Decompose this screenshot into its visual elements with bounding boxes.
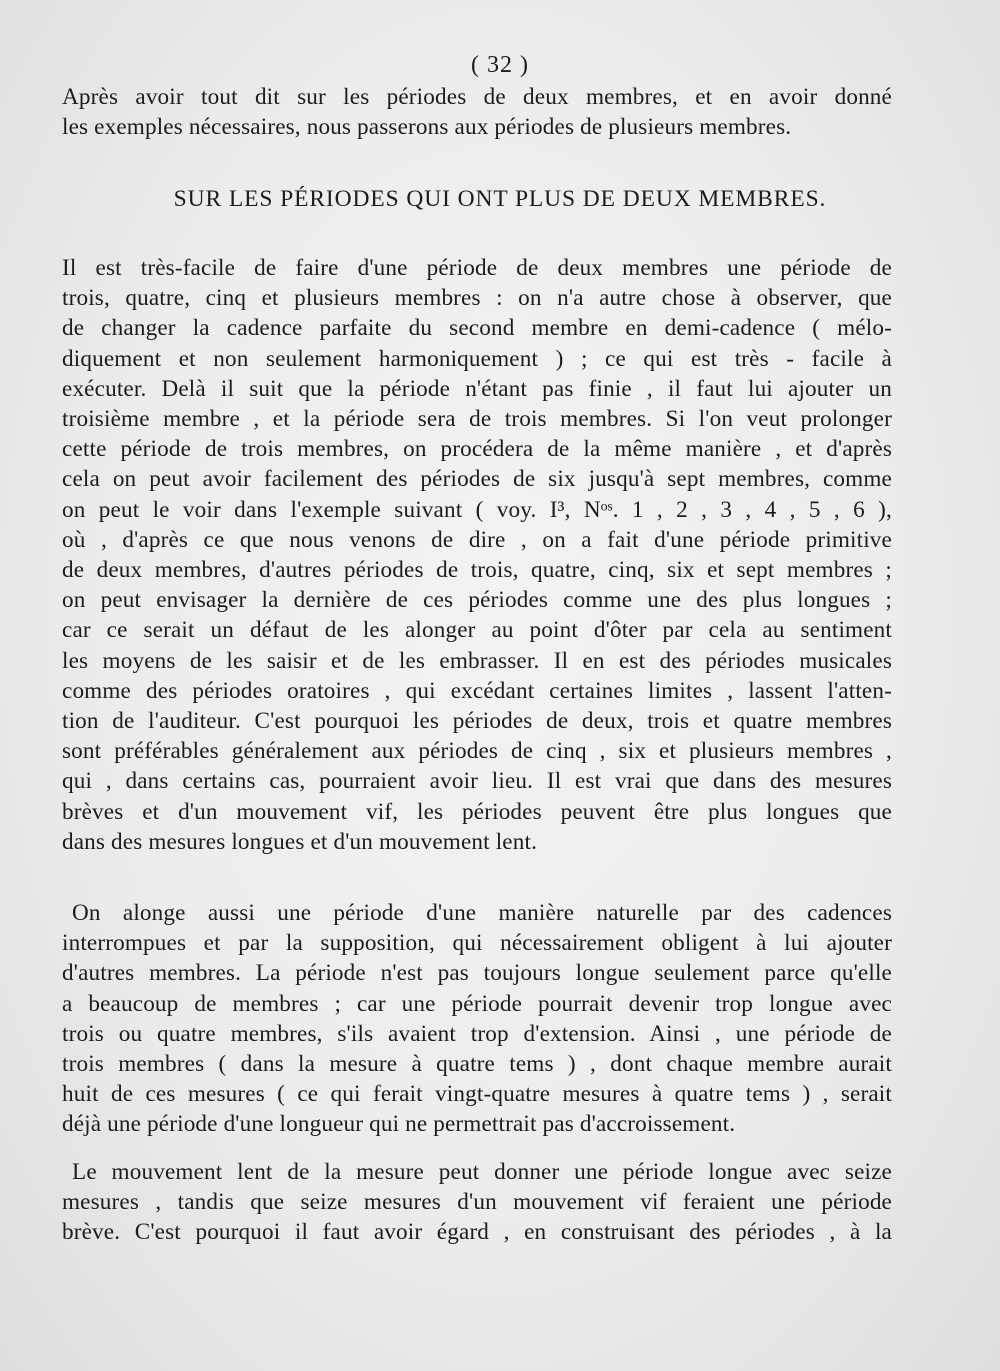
text-line: diquement et non seulement harmoniquement ) ; ce qui est très - facile à [62, 345, 892, 372]
paragraph-1 [62, 253, 892, 857]
intro-paragraph [62, 82, 892, 142]
text-line: qui , dans certains cas, pourraient avoir lieu. Il est vrai que dans des mesures [62, 768, 892, 795]
section-heading: SUR LES PÉRIODES QUI ONT PLUS DE DEUX MEMBRES. [173, 186, 827, 212]
text-line: On alonge aussi une période d'une manière naturelle par des cadences [72, 900, 892, 926]
text-line: trois ou quatre membres, s'ils avaient trop d'extension. Ainsi , une période de [62, 1020, 892, 1047]
text-line: déjà une période d'une longueur qui ne permettrait pas d'accroissement. [62, 1111, 736, 1138]
text-line: d'autres membres. La période n'est pas toujours longue seulement parce qu'elle [62, 960, 892, 987]
text-line: de deux membres, d'autres périodes de trois, quatre, cinq, six et sept membres ; [62, 557, 892, 584]
text-line: brève. C'est pourquoi il faut avoir égard , en construisant des périodes , à la [62, 1219, 892, 1246]
text-line: mesures , tandis que seize mesures d'un mouvement vif feraient une période [62, 1189, 892, 1216]
text-line: interrompues et par la supposition, qui nécessairement obligent à lui ajouter [62, 930, 892, 957]
text-line: trois, quatre, cinq et plusieurs membres : on n'a autre chose à observer, que [62, 285, 892, 312]
text-line: exécuter. Delà il suit que la période n'étant pas finie , il faut lui ajouter un [62, 375, 892, 402]
text-line: on peut le voir dans l'exemple suivant ( voy. I³, Nᵒˢ. 1 , 2 , 3 , 4 , 5 , 6 ), [62, 496, 892, 523]
text-line: trois membres ( dans la mesure à quatre tems ) , dont chaque membre aurait [62, 1051, 892, 1078]
text-line: Après avoir tout dit sur les périodes de deux membres, et en avoir donné [62, 84, 892, 110]
text-line: a beaucoup de membres ; car une période pourrait devenir trop longue avec [62, 990, 892, 1017]
text-line: tion de l'auditeur. C'est pourquoi les périodes de deux, trois et quatre membres [62, 708, 892, 735]
text-line: car ce serait un défaut de les alonger au point d'ôter par cela au sentiment [62, 617, 892, 644]
text-line: où , d'après ce que nous venons de dire , on a fait d'une période primitive [62, 526, 892, 553]
text-line: on peut envisager la dernière de ces périodes comme une des plus longues ; [62, 587, 892, 614]
text-line: huit de ces mesures ( ce qui ferait vingt-quatre mesures à quatre tems ) , serait [62, 1081, 892, 1108]
text-line: dans des mesures longues et d'un mouvement lent. [62, 828, 538, 855]
page-number: ( 32 ) [471, 52, 529, 78]
text-line: Le mouvement lent de la mesure peut donner une période longue avec seize [72, 1159, 892, 1185]
text-line: les moyens de les saisir et de les embrasser. Il en est des périodes musicales [62, 647, 892, 674]
paragraph-2 [62, 898, 892, 1140]
text-line: cela on peut avoir facilement des périodes de six jusqu'à sept membres, comme [62, 466, 892, 493]
text-line: les exemples nécessaires, nous passerons aux périodes de plusieurs membres. [62, 114, 792, 141]
text-line: troisième membre , et la période sera de trois membres. Si l'on veut prolonger [62, 406, 892, 433]
text-line: sont préférables généralement aux périodes de cinq , six et plusieurs membres , [62, 738, 892, 765]
paragraph-3 [62, 1157, 892, 1248]
text-line: comme des périodes oratoires , qui excédant certaines limites , lassent l'atten- [62, 677, 892, 704]
text-line: de changer la cadence parfaite du second membre en demi-cadence ( mélo- [62, 315, 892, 342]
text-line: Il est très-facile de faire d'une période de deux membres une période de [62, 255, 892, 281]
text-line: cette période de trois membres, on procédera de la même manière , et d'après [62, 436, 892, 463]
text-line: brèves et d'un mouvement vif, les périodes peuvent être plus longues que [62, 798, 892, 825]
